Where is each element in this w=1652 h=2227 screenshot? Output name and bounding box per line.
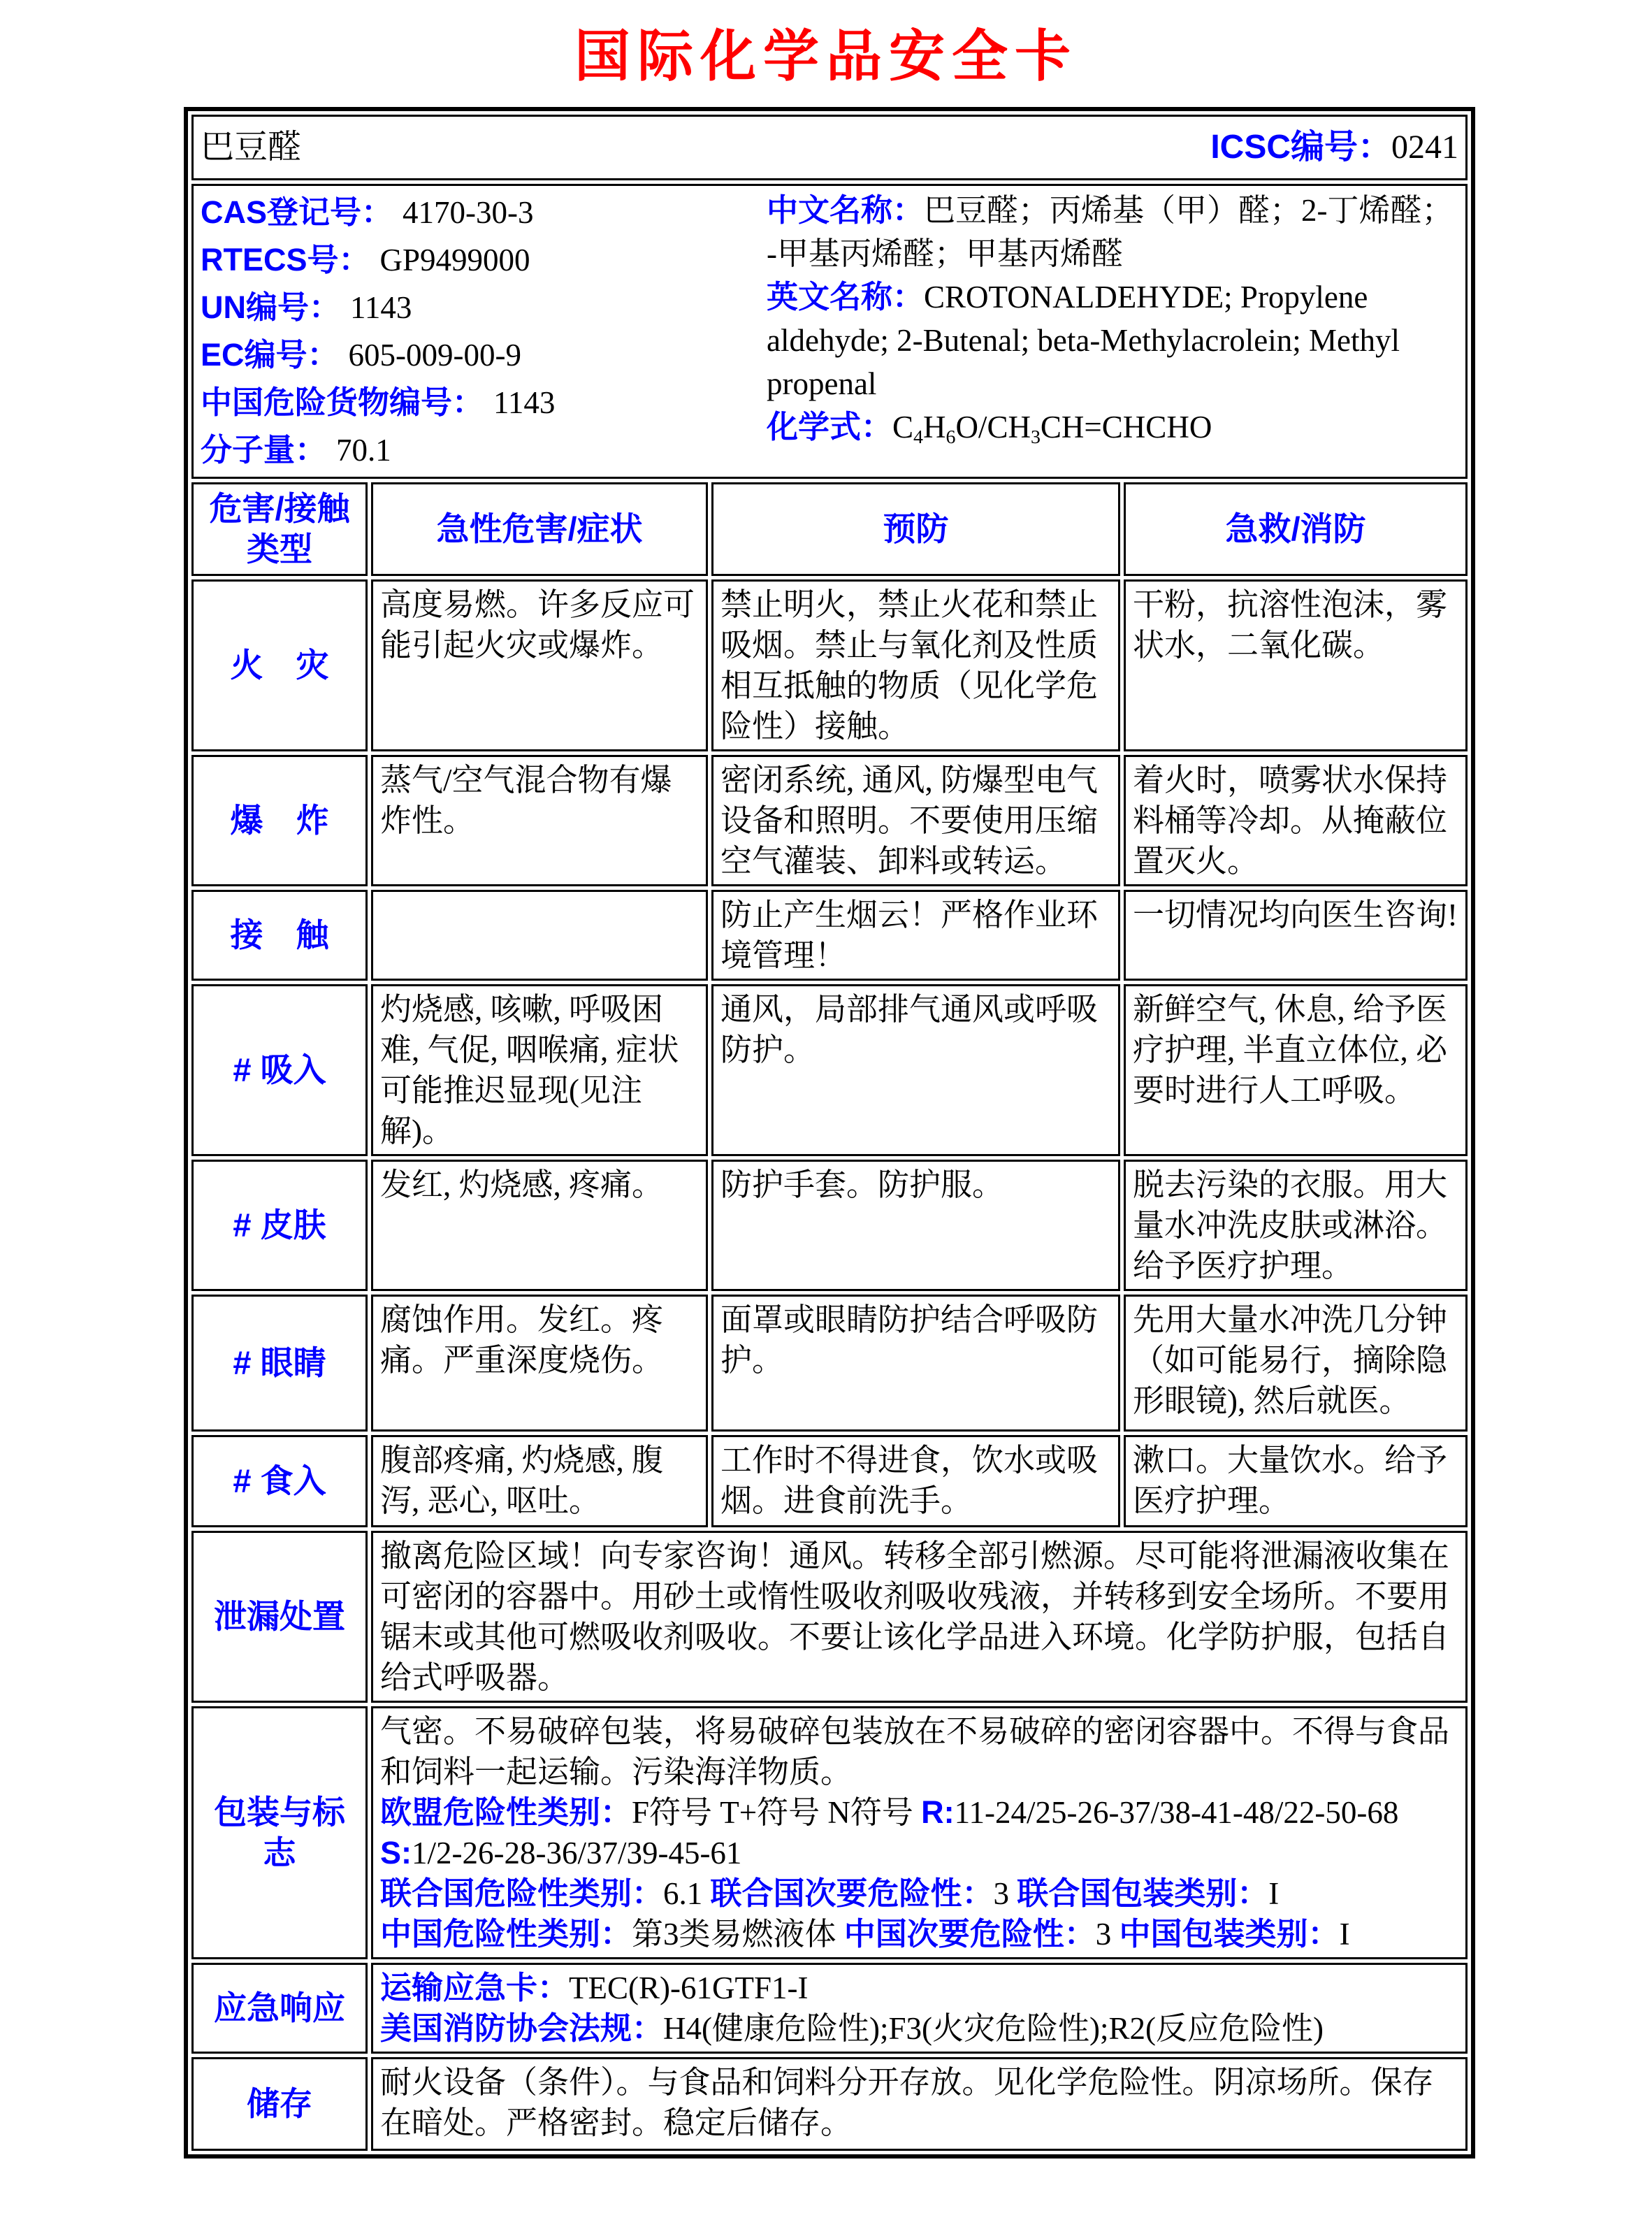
identifier-list — [201, 189, 767, 474]
row-label-contact: 接 触 — [191, 890, 368, 981]
fire-prevention: 禁止明火，禁止火花和禁止吸烟。禁止与氧化剂及性质相互抵触的物质（见化学危险性）接触。 — [711, 579, 1120, 751]
table-row-fire — [191, 579, 1468, 751]
storage-text: 耐火设备（条件）。与食品和饲料分开存放。见化学危险性。阴凉场所。保存在暗处。严格密封。稳定后储存。 — [371, 2057, 1468, 2151]
table-row-packaging — [191, 1706, 1468, 1959]
english-names: 英文名称：CROTONALDEHYDE; Propylene aldehyde; 2-Butenal; beta-Methylacrolein; Methyl propenal — [767, 279, 1400, 401]
table-row-eyes — [191, 1295, 1468, 1432]
eyes-symptoms: 腐蚀作用。发红。疼痛。严重深度烧伤。 — [371, 1295, 708, 1432]
ingestion-response: 漱口。大量饮水。给予医疗护理。 — [1124, 1435, 1468, 1527]
emergency-cell — [371, 1963, 1468, 2054]
table-row-inhalation — [191, 984, 1468, 1156]
row-label-spill: 泄漏处置 — [191, 1531, 368, 1703]
header-prevention: 预防 — [711, 482, 1120, 576]
id-item-un: UN编号： 1143 — [201, 289, 412, 325]
id-item-rtecs: RTECS号： GP9499000 — [201, 242, 530, 278]
id-item-molweight: 分子量： 70.1 — [201, 432, 391, 468]
icsc-value: 0241 — [1391, 129, 1459, 166]
icsc-label: ICSC编号： — [1210, 129, 1392, 166]
packaging-cell — [371, 1706, 1468, 1959]
id-item-ec: EC编号： 605-009-00-9 — [201, 337, 521, 373]
card-titlebar — [201, 120, 1458, 175]
spill-text: 撤离危险区域！向专家咨询！通风。转移全部引燃源。尽可能将泄漏液收集在可密闭的容器中。用砂土或惰性吸收剂吸收残液，并转移到安全场所。不要用锯末或其他可燃吸收剂吸收。不要让该化学品进入环境。化学防护服，包括自给式呼吸器。 — [371, 1531, 1468, 1703]
contact-prevention: 防止产生烟云！严格作业环境管理！ — [711, 890, 1120, 981]
explosion-response: 着火时，喷雾状水保持料桶等冷却。从掩蔽位置灭火。 — [1124, 755, 1468, 886]
names-block — [767, 189, 1458, 474]
page-title: 国际化学品安全卡 — [574, 25, 1078, 87]
nfpa-code: 美国消防协会法规：H4(健康危险性);F3(火灾危险性);R2(反应危险性) — [380, 2010, 1324, 2046]
header-firstaid: 急救/消防 — [1124, 482, 1468, 576]
table-row-ingestion — [191, 1435, 1468, 1527]
packaging-un-classification: 联合国危险性类别：6.1 联合国次要危险性：3 联合国包装类别：I — [380, 1875, 1280, 1911]
safety-card-table — [184, 107, 1475, 2158]
row-label-fire: 火 灾 — [191, 579, 368, 751]
eyes-prevention: 面罩或眼睛防护结合呼吸防护。 — [711, 1295, 1120, 1432]
table-header-row — [191, 482, 1468, 576]
packaging-cn-classification: 中国危险性类别：第3类易燃液体 中国次要危险性：3 中国包装类别：I — [380, 1916, 1350, 1952]
row-label-packaging: 包装与标志 — [191, 1706, 368, 1959]
skin-response: 脱去污染的衣服。用大量水冲洗皮肤或淋浴。给予医疗护理。 — [1124, 1160, 1468, 1291]
skin-prevention: 防护手套。防护服。 — [711, 1160, 1120, 1291]
row-label-skin: # 皮肤 — [191, 1160, 368, 1291]
chinese-names: 中文名称：巴豆醛；丙烯基（甲）醛；2-丁烯醛； -甲基丙烯醛；甲基丙烯醛 — [767, 192, 1454, 271]
row-label-explosion: 爆 炸 — [191, 755, 368, 886]
ingestion-symptoms: 腹部疼痛, 灼烧感, 腹泻, 恶心, 呕吐。 — [371, 1435, 708, 1527]
info-row — [191, 184, 1468, 479]
card-title-row — [191, 115, 1468, 180]
row-label-ingestion: # 食入 — [191, 1435, 368, 1527]
table-row-explosion — [191, 755, 1468, 886]
inhalation-symptoms: 灼烧感, 咳嗽, 呼吸困难, 气促, 咽喉痛, 症状可能推迟显现(见注解)。 — [371, 984, 708, 1156]
row-label-emergency: 应急响应 — [191, 1963, 368, 2054]
table-row-skin — [191, 1160, 1468, 1291]
id-item-cas: CAS登记号： 4170-30-3 — [201, 194, 534, 230]
ingestion-prevention: 工作时不得进食，饮水或吸烟。进食前洗手。 — [711, 1435, 1120, 1527]
transport-emergency-card: 运输应急卡：TEC(R)-61GTF1-I — [380, 1970, 809, 2005]
packaging-general: 气密。不易破碎包装，将易破碎包装放在不易破碎的密闭容器中。不得与食品和饲料一起运输。污染海洋物质。 — [380, 1714, 1450, 1789]
inhalation-prevention: 通风，局部排气通风或呼吸防护。 — [711, 984, 1120, 1156]
table-row-contact — [191, 890, 1468, 981]
explosion-prevention: 密闭系统, 通风, 防爆型电气设备和照明。不要使用压缩空气灌装、卸料或转运。 — [711, 755, 1120, 886]
inhalation-response: 新鲜空气, 休息, 给予医疗护理, 半直立体位, 必要时进行人工呼吸。 — [1124, 984, 1468, 1156]
row-label-storage: 储存 — [191, 2057, 368, 2151]
row-label-inhalation: # 吸入 — [191, 984, 368, 1156]
table-row-emergency — [191, 1963, 1468, 2054]
icsc-number — [1210, 127, 1458, 168]
eyes-response: 先用大量水冲洗几分钟（如可能易行，摘除隐形眼镜), 然后就医。 — [1124, 1295, 1468, 1432]
packaging-eu-classification: 欧盟危险性类别：F符号 T+符号 N符号 R:11-24/25-26-37/38-41-48/22-50-68 S:1/2-26-28-36/37/39-45-61 — [380, 1794, 1399, 1871]
table-row-spill — [191, 1531, 1468, 1703]
fire-symptoms: 高度易燃。许多反应可能引起火灾或爆炸。 — [371, 579, 708, 751]
chemical-name: 巴豆醛 — [201, 129, 302, 166]
chemical-formula: 化学式：$C_4H_6O/CH_3CH=CHCHO$ — [767, 409, 1212, 448]
contact-response: 一切情况均向医生咨询! — [1124, 890, 1468, 981]
skin-symptoms: 发红, 灼烧感, 疼痛。 — [371, 1160, 708, 1291]
fire-response: 干粉，抗溶性泡沫，雾状水，二氧化碳。 — [1124, 579, 1468, 751]
table-row-storage — [191, 2057, 1468, 2151]
row-label-eyes: # 眼睛 — [191, 1295, 368, 1432]
id-item-china-dg: 中国危险货物编号： 1143 — [201, 384, 556, 420]
contact-symptoms — [371, 890, 708, 981]
header-hazard-type: 危害/接触 类型 — [191, 482, 368, 576]
info-wrap — [201, 189, 1458, 474]
header-acute-hazards: 急性危害/症状 — [371, 482, 708, 576]
explosion-symptoms: 蒸气/空气混合物有爆炸性。 — [371, 755, 708, 886]
